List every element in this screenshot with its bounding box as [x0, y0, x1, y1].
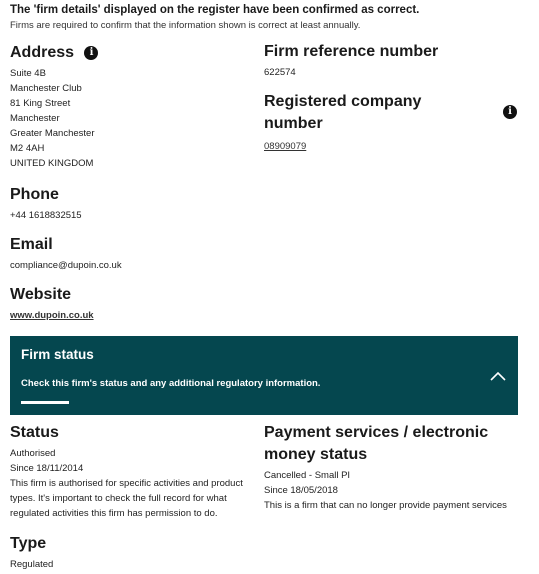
phone-value: +44 1618832515: [10, 210, 82, 221]
payment-services-since: Since 18/05/2018: [264, 485, 338, 496]
firm-reference-value: 622574: [264, 67, 296, 78]
registered-company-section: [264, 91, 524, 154]
phone-section: [10, 184, 82, 223]
address-heading: Address i: [10, 42, 98, 64]
status-value: Authorised: [10, 448, 56, 459]
email-value: compliance@dupoin.co.uk: [10, 260, 122, 271]
info-icon[interactable]: i: [503, 105, 517, 119]
phone-heading: Phone: [10, 186, 59, 203]
confirmation-notice-subtitle: Firms are required to confirm that the information shown is correct at least annually.: [10, 20, 361, 31]
payment-services-section: [264, 422, 534, 513]
payment-services-value: Cancelled - Small PI: [264, 470, 351, 481]
type-section: [10, 533, 53, 572]
firm-status-title: Firm status: [21, 347, 94, 362]
registered-company-number-link[interactable]: 08909079: [264, 141, 307, 152]
address-lines: [10, 66, 98, 171]
address-line: 81 King Street: [10, 98, 71, 109]
website-heading: Website: [10, 286, 72, 303]
firm-status-panel[interactable]: [10, 336, 518, 415]
status-since: Since 18/11/2014: [10, 463, 84, 474]
status-description-line: regulated activities this firm has permission to do.: [10, 508, 218, 519]
email-heading: Email: [10, 236, 53, 253]
address-section: [10, 42, 98, 171]
status-description-line: This firm is authorised for specific activities and product: [10, 478, 243, 489]
registered-company-heading: Registered company number: [264, 93, 422, 132]
status-heading: Status: [10, 424, 59, 441]
address-line: Manchester Club: [10, 83, 82, 94]
firm-status-description: Check this firm's status and any additional regulatory information.: [21, 378, 321, 389]
address-line: Manchester: [10, 113, 60, 124]
email-section: [10, 234, 122, 273]
status-description-line: types. It's important to check the full record for what: [10, 493, 227, 504]
status-section: [10, 422, 260, 521]
confirmation-notice-title: The 'firm details' displayed on the register have been confirmed as correct.: [10, 4, 420, 16]
info-icon[interactable]: i: [84, 46, 98, 60]
payment-services-description: This is a firm that can no longer provide payment services: [264, 500, 507, 511]
payment-services-heading: Payment services / electronic money status: [264, 424, 489, 463]
type-heading: Type: [10, 535, 47, 552]
website-link[interactable]: www.dupoin.co.uk: [10, 310, 94, 321]
firm-reference-section: [264, 41, 438, 80]
firm-status-underline: [21, 401, 69, 404]
firm-reference-heading: Firm reference number: [264, 43, 439, 60]
address-line: M2 4AH: [10, 143, 45, 154]
type-value: Regulated: [10, 559, 54, 570]
address-line: UNITED KINGDOM: [10, 158, 94, 169]
chevron-up-icon[interactable]: [490, 370, 506, 382]
address-line: Suite 4B: [10, 68, 46, 79]
address-line: Greater Manchester: [10, 128, 95, 139]
website-section: [10, 284, 94, 323]
